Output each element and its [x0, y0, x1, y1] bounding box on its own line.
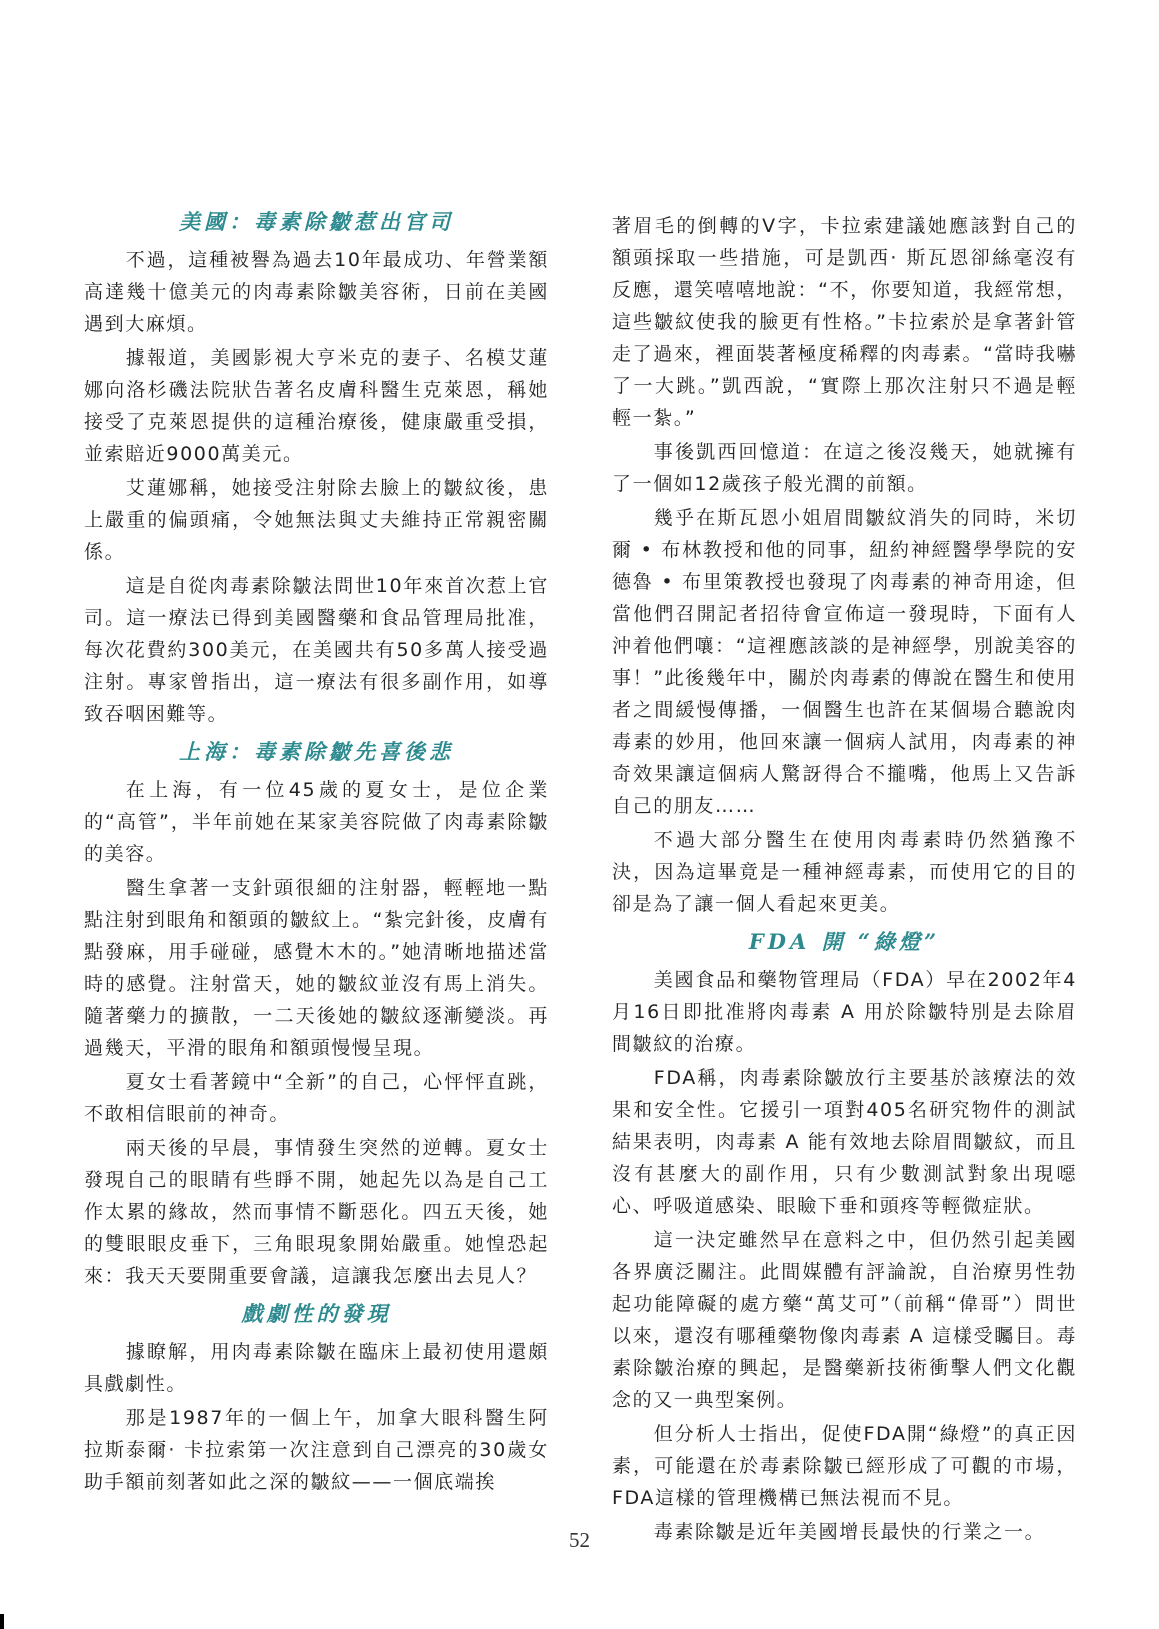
left-column: [84, 200, 549, 1500]
scan-edge-mark: [0, 1614, 4, 1629]
paragraph: 夏女士看著鏡中“全新”的自己，心怦怦直跳，不敢相信眼前的神奇。: [84, 1071, 549, 1125]
paragraph: 醫生拿著一支針頭很細的注射器，輕輕地一點點注射到眼角和額頭的皺紋上。“紮完針後，皮膚有點發麻，用手碰碰，感覺木木的。”她清晰地描述當時的感覺。注射當天，她的皺紋並沒有馬上消失。隨著藥力的擴散，一二天後她的皺紋逐漸變淡。再過幾天，平滑的眼角和額頭慢慢呈現。: [84, 877, 549, 1059]
paragraph: 事後凱西回憶道：在這之後沒幾天，她就擁有了一個如12歲孩子般光潤的前額。: [612, 441, 1077, 495]
paragraph: 但分析人士指出，促使FDA開“綠燈”的真正因素，可能還在於毒素除皺已經形成了可觀的市場，FDA這樣的管理機構已無法視而不見。: [612, 1423, 1077, 1509]
right-column: [612, 210, 1077, 1550]
paragraph: 美國食品和藥物管理局（FDA）早在2002年4月16日即批准將肉毒素 A 用於除皺特別是去除眉間皺紋的治療。: [612, 969, 1077, 1055]
paragraph: 這是自從肉毒素除皺法問世10年來首次惹上官司。這一療法已得到美國醫藥和食品管理局批准，每次花費約300美元，在美國共有50多萬人接受過注射。專家曾指出，這一療法有很多副作用，如導致吞咽困難等。: [84, 575, 549, 725]
section-heading-fda-green-light: FDA 開 “綠燈”: [748, 929, 941, 954]
section-heading-usa-lawsuit: 美國：毒素除皺惹出官司: [179, 209, 454, 234]
paragraph: 兩天後的早晨，事情發生突然的逆轉。夏女士發現自己的眼睛有些睜不開，她起先以為是自己工作太累的緣故，然而事情不斷惡化。四五天後，她的雙眼眼皮垂下，三角眼現象開始嚴重。她惶恐起來：我天天要開重要會議，這讓我怎麼出去見人？: [84, 1137, 549, 1287]
paragraph: 不過大部分醫生在使用肉毒素時仍然猶豫不決，因為這畢竟是一種神經毒素，而使用它的目的卻是為了讓一個人看起來更美。: [612, 829, 1077, 915]
paragraph: 據瞭解，用肉毒素除皺在臨床上最初使用還頗具戲劇性。: [84, 1341, 549, 1395]
paragraph: 艾蓮娜稱，她接受注射除去臉上的皺紋後，患上嚴重的偏頭痛，令她無法與丈夫維持正常親密關係。: [84, 477, 549, 563]
paragraph-continuation: 著眉毛的倒轉的V字，卡拉索建議她應該對自己的額頭採取一些措施，可是凱西· 斯瓦恩卻絲毫沒有反應，還笑嘻嘻地說：“不，你要知道，我經常想，這些皺紋使我的臉更有性格。”卡拉索於是拿著針管走了過來，裡面裝著極度稀釋的肉毒素。“當時我嚇了一大跳。”凱西說，“實際上那次注射只不過是輕輕一紮。”: [612, 215, 1077, 429]
section-heading-dramatic-discovery: 戲劇性的發現: [241, 1301, 392, 1326]
paragraph: 幾乎在斯瓦恩小姐眉間皺紋消失的同時，米切爾 • 布林教授和他的同事，紐約神經醫學學院的安德魯 • 布里策教授也發現了肉毒素的神奇用途，但當他們召開記者招待會宣佈這一發現時，下面有人沖着他們嚷：“這裡應該談的是神經學，別說美容的事！”此後幾年中，關於肉毒素的傳說在醫生和使用者之間緩慢傳播，一個醫生也許在某個場合聽說肉毒素的妙用，他回來讓一個病人試用，肉毒素的神奇效果讓這個病人驚訝得合不攏嘴，他馬上又告訴自己的朋友……: [612, 507, 1077, 817]
paragraph: 毒素除皺是近年美國增長最快的行業之一。: [653, 1521, 1046, 1543]
page-number: 52: [569, 1528, 590, 1552]
paragraph: 在上海，有一位45歲的夏女士，是位企業的“高管”，半年前她在某家美容院做了肉毒素除皺的美容。: [84, 779, 549, 865]
paragraph: 那是1987年的一個上午，加拿大眼科醫生阿拉斯泰爾· 卡拉索第一次注意到自己漂亮的30歲女助手額前刻著如此之深的皺紋——一個底端挨: [84, 1407, 549, 1493]
paragraph: 據報道，美國影視大亨米克的妻子、名模艾蓮娜向洛杉磯法院狀告著名皮膚科醫生克萊恩，稱她接受了克萊恩提供的這種治療後，健康嚴重受損，並索賠近9000萬美元。: [84, 347, 549, 465]
paragraph: 這一決定雖然早在意料之中，但仍然引起美國各界廣泛關注。此間媒體有評論說，自治療男性勃起功能障礙的處方藥“萬艾可”（前稱“偉哥”）問世以來，還沒有哪種藥物像肉毒素 A 這樣受矚目。毒素除皺治療的興起，是醫藥新技術衝擊人們文化觀念的又一典型案例。: [612, 1229, 1077, 1411]
paragraph: 不過，這種被譽為過去10年最成功、年營業額高達幾十億美元的肉毒素除皺美容術，日前在美國遇到大麻煩。: [84, 249, 549, 335]
section-heading-shanghai: 上海：毒素除皺先喜後悲: [179, 739, 454, 764]
paragraph: FDA稱，肉毒素除皺放行主要基於該療法的效果和安全性。它援引一項對405名研究物件的測試結果表明，肉毒素 A 能有效地去除眉間皺紋，而且沒有甚麼大的副作用，只有少數測試對象出現噁心、呼吸道感染、眼瞼下垂和頭疼等輕微症狀。: [612, 1067, 1077, 1217]
